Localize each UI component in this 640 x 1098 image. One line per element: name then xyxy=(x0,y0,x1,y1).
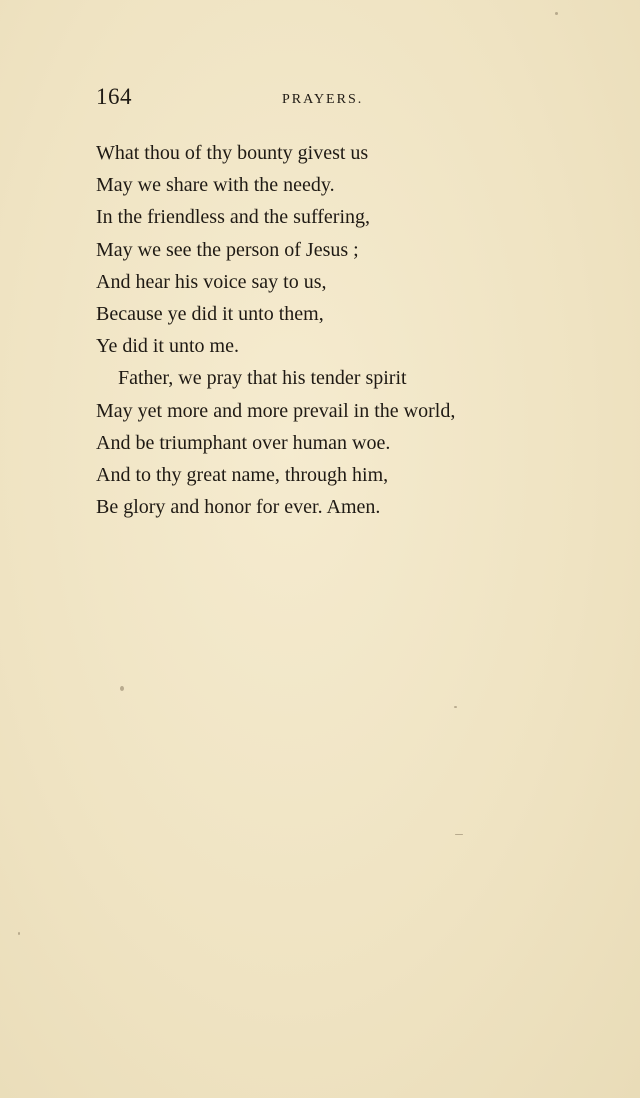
prayer-line: And be triumphant over human woe. xyxy=(96,431,391,454)
paper-speck xyxy=(555,12,558,15)
prayer-text xyxy=(96,137,526,523)
running-title: PRAYERS. xyxy=(282,92,364,107)
prayer-line: In the friendless and the suffering, xyxy=(96,206,370,229)
prayer-line: May we share with the needy. xyxy=(96,174,335,197)
prayer-line: And hear his voice say to us, xyxy=(96,270,327,293)
paper-speck xyxy=(454,706,457,708)
paper-speck xyxy=(18,932,20,935)
prayer-line: May yet more and more prevail in the world, xyxy=(96,399,456,422)
prayer-line: Father, we pray that his tender spirit xyxy=(118,367,407,390)
page-number: 164 xyxy=(96,84,132,109)
paper-speck xyxy=(120,686,124,691)
prayer-line: Be glory and honor for ever. Amen. xyxy=(96,496,381,519)
prayer-line: Because ye did it unto them, xyxy=(96,303,324,326)
prayer-line: May we see the person of Jesus ; xyxy=(96,238,359,261)
prayer-line: And to thy great name, through him, xyxy=(96,464,389,487)
prayer-line: Ye did it unto me. xyxy=(96,335,239,358)
paper-speck xyxy=(455,834,463,835)
running-head xyxy=(96,84,504,114)
prayer-line: What thou of thy bounty givest us xyxy=(96,142,369,164)
